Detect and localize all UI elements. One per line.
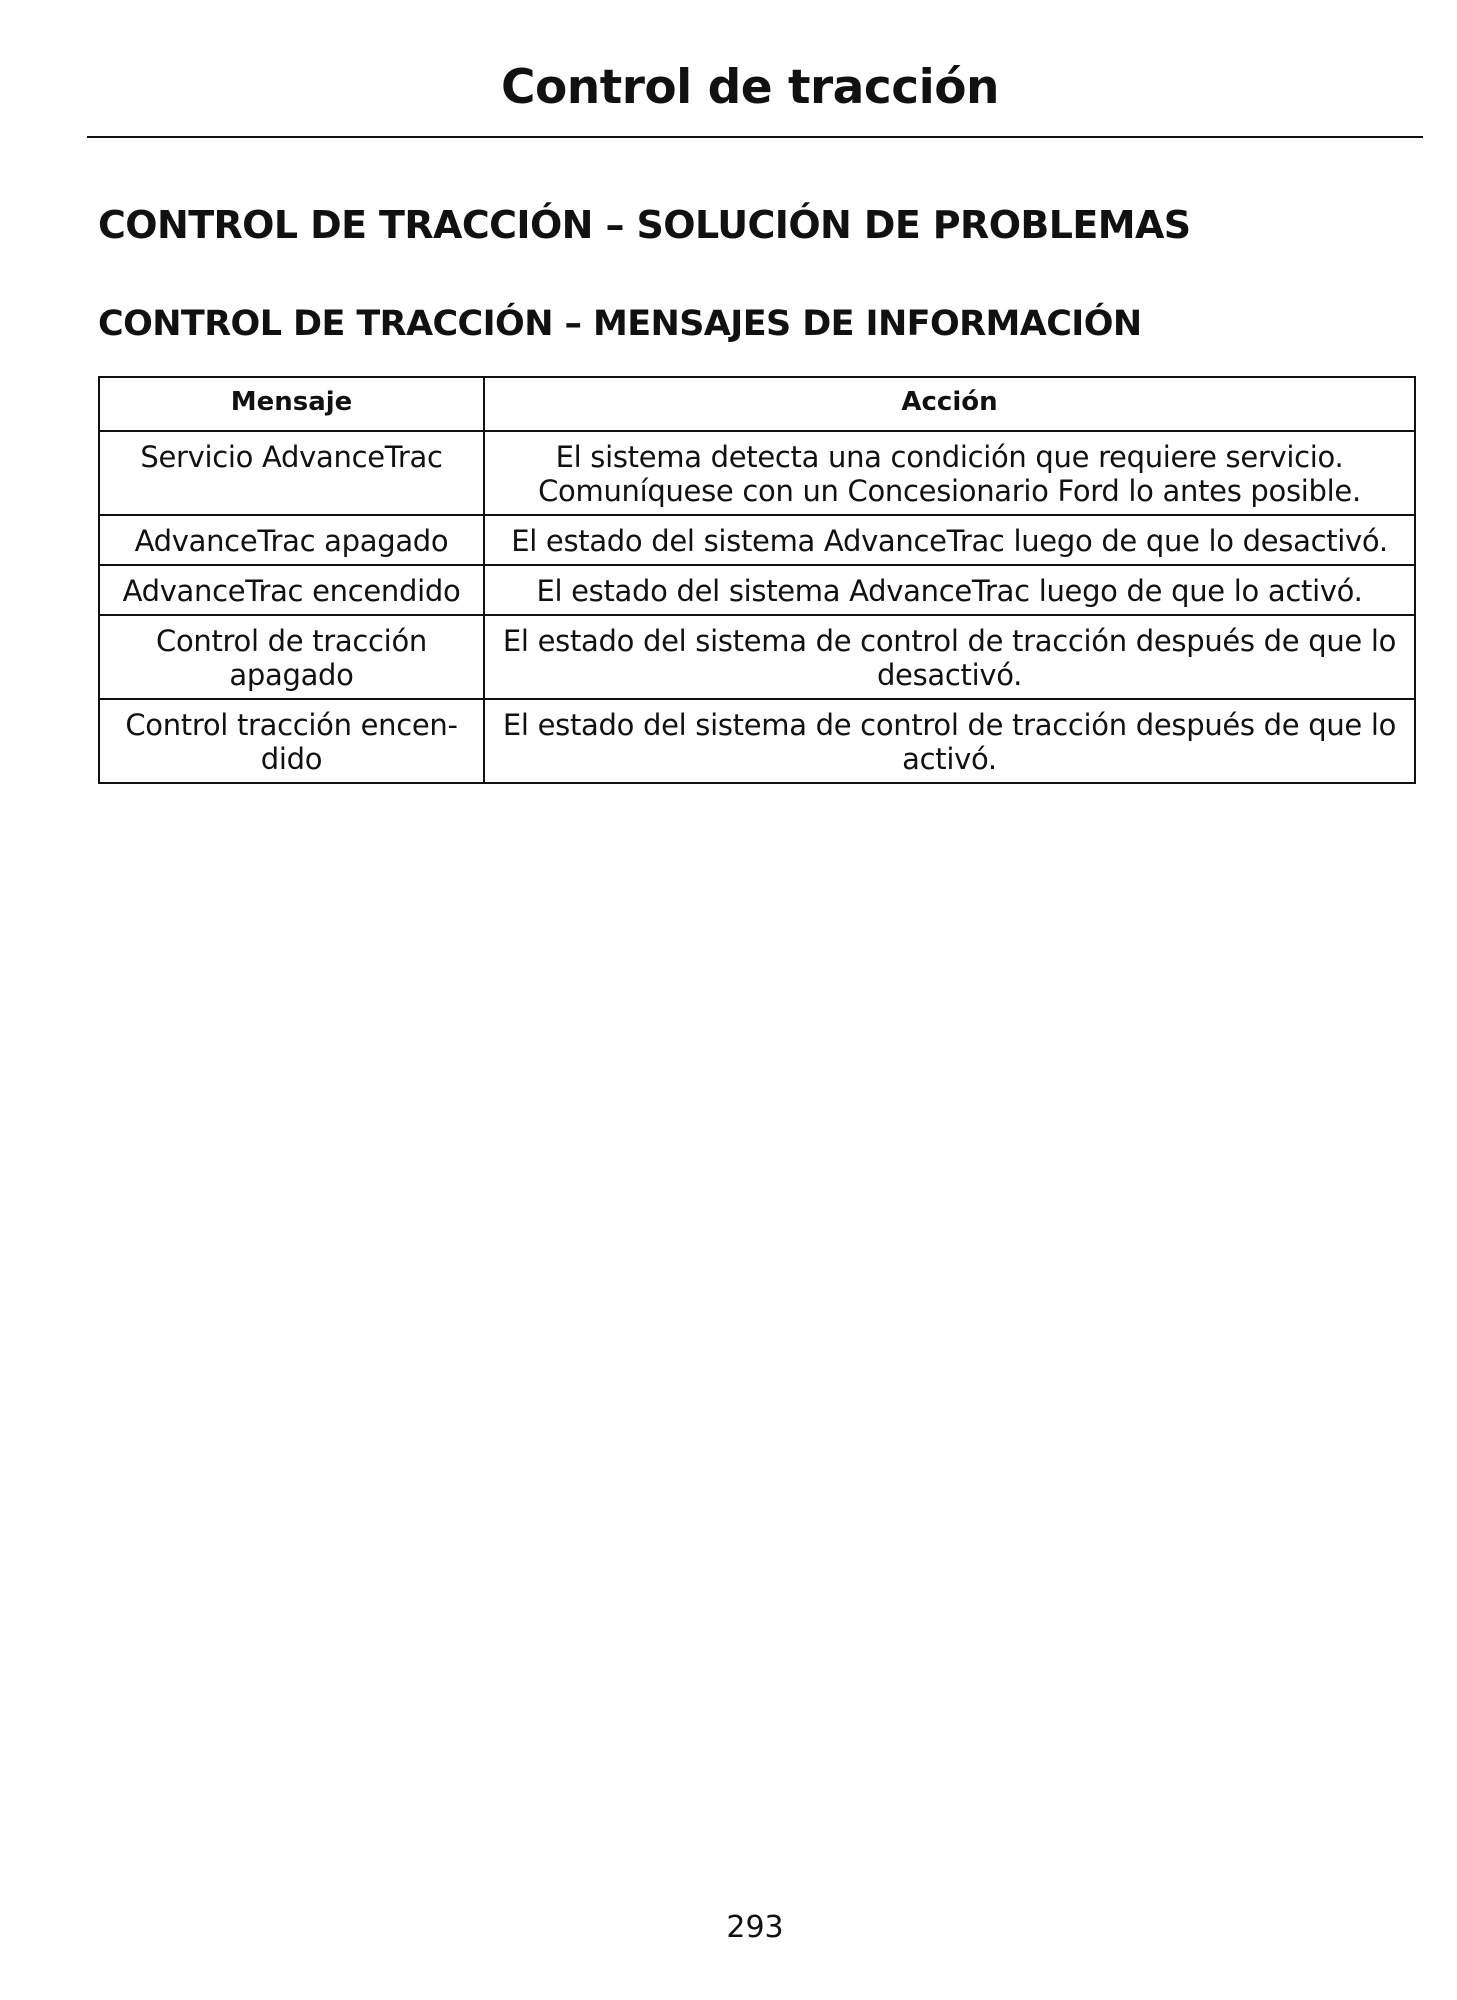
column-header-message: Mensaje: [99, 377, 484, 431]
message-cell: Control tracción encen-dido: [99, 699, 484, 783]
action-cell: El estado del sistema AdvanceTrac luego de que lo activó.: [484, 565, 1415, 615]
action-cell: El estado del sistema de control de tracción después de que lo activó.: [484, 699, 1415, 783]
table-row: [99, 699, 1415, 783]
message-cell: AdvanceTrac apagado: [99, 515, 484, 565]
section-heading-troubleshooting: CONTROL DE TRACCIÓN – SOLUCIÓN DE PROBLEMAS: [98, 203, 1191, 247]
column-header-action: Acción: [484, 377, 1415, 431]
page-title: Control de tracción: [501, 60, 999, 115]
message-cell: Control de tracción apagado: [99, 615, 484, 699]
table-row: [99, 565, 1415, 615]
table-header-row: [99, 377, 1415, 431]
table-row: [99, 515, 1415, 565]
message-cell: Servicio AdvanceTrac: [99, 431, 484, 515]
message-cell: AdvanceTrac encendido: [99, 565, 484, 615]
table-row: [99, 615, 1415, 699]
action-cell: El sistema detecta una condición que requiere servicio. Comuníquese con un Concesionario Ford lo antes posible.: [484, 431, 1415, 515]
table-row: [99, 431, 1415, 515]
section-heading-info-messages: CONTROL DE TRACCIÓN – MENSAJES DE INFORMACIÓN: [98, 304, 1142, 344]
info-messages-table: [98, 376, 1416, 784]
title-divider: [87, 136, 1423, 138]
page-number: 293: [726, 1910, 784, 1945]
action-cell: El estado del sistema de control de tracción después de que lo desactivó.: [484, 615, 1415, 699]
action-cell: El estado del sistema AdvanceTrac luego de que lo desactivó.: [484, 515, 1415, 565]
